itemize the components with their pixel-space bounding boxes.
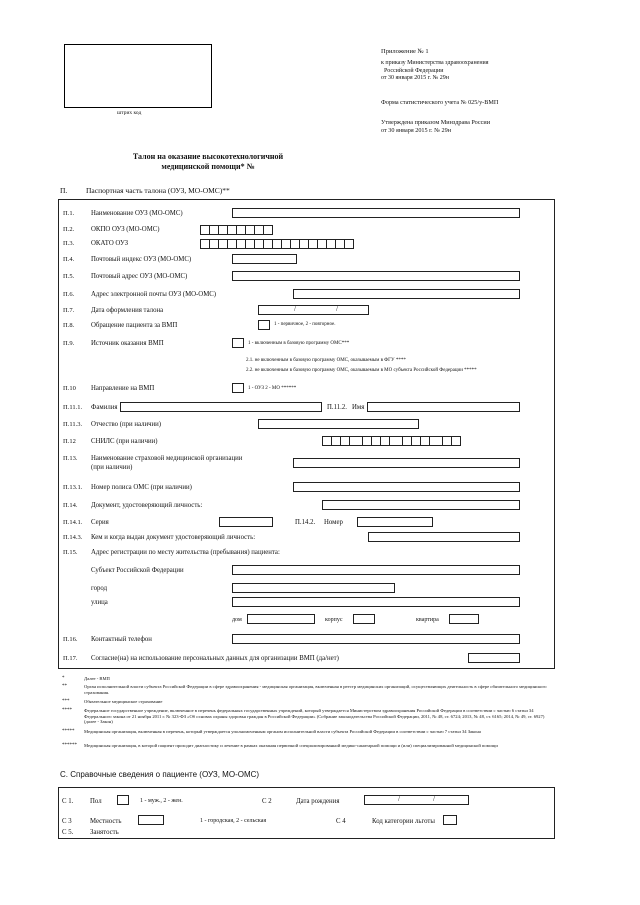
annex-order: к приказу Министерства здравоохранения Российской Федерации от 30 января 2015 г. № 29н <box>381 60 489 81</box>
source-option-1: 1 - включенным в базовую программу ОМС*** <box>248 341 350 346</box>
row-num: П.17. <box>63 655 78 662</box>
row-num: П.3. <box>63 240 75 247</box>
barcode-label: штрих код <box>117 110 142 116</box>
footnote-mark: * <box>62 676 65 681</box>
id-document-field[interactable] <box>322 500 520 510</box>
row-label: Дата рождения <box>296 798 340 805</box>
series-field[interactable] <box>219 517 273 527</box>
locality-box[interactable] <box>138 815 164 825</box>
row-label: Направление на ВМП <box>91 385 155 392</box>
okato-cells[interactable] <box>200 239 353 249</box>
row-num: П.11.2. <box>327 404 347 411</box>
footnote-mark: **** <box>62 708 72 713</box>
section-p-heading: Паспортная часть талона (ОУЗ, МО-ОМС)** <box>86 186 230 195</box>
snils-cells[interactable] <box>322 436 460 446</box>
email-field[interactable] <box>293 289 520 299</box>
row-label-note: (при наличии) <box>91 464 133 471</box>
page-title: Талон на оказание высокотехнологичной медицинской помощи* № <box>132 152 284 171</box>
footnote-mark: ** <box>62 684 67 689</box>
row-num: П.10 <box>63 385 76 392</box>
row-num: П.2. <box>63 226 75 233</box>
row-label: Занятость <box>90 829 119 836</box>
street-label: улица <box>91 599 108 606</box>
row-label: Обращение пациента за ВМП <box>91 322 178 329</box>
date-separator: / <box>433 795 435 803</box>
apartment-field[interactable] <box>449 614 479 624</box>
row-label: ОКПО ОУЗ (МО-ОМС) <box>91 226 160 233</box>
ouz-name-field[interactable] <box>232 208 520 218</box>
source-option-2-2: 2.2. не включенным в базовую программу ОМС, оказываемым в МО субъекта Российской Федерации ***** <box>246 368 477 373</box>
row-label: Пол <box>90 798 102 805</box>
row-label: Отчество (при наличии) <box>91 421 162 428</box>
source-option-2-1: 2.1. не включенным в базовую программу ОМС, оказываемым в ФГУ **** <box>246 358 406 363</box>
row-label: Дата оформления талона <box>91 307 164 314</box>
city-label: город <box>91 585 108 592</box>
row-label: Местность <box>90 818 122 825</box>
patronymic-field[interactable] <box>258 419 419 429</box>
row-label: Код категории льготы <box>372 818 435 825</box>
building-label: корпус <box>325 617 343 623</box>
row-label: Кем и когда выдан документ удостоверяющий личность: <box>91 534 256 541</box>
row-label: Адрес регистрации по месту жительства (пребывания) пациента: <box>91 549 280 556</box>
insurer-field[interactable] <box>293 458 520 468</box>
row-num: П.15. <box>63 549 78 556</box>
footnote: Далее - ВМП <box>84 676 110 681</box>
row-label: Фамилия <box>91 404 118 411</box>
footnote: Обязательное медицинское страхование <box>84 699 163 704</box>
footnote: Орган исполнительной власти субъекта Российской Федерации в сфере здравоохранения - медицинская организация, включенная в реестр медицинских организаций, осуществляющих деятельность в сфере обязательного медицинского страхования. <box>84 684 547 695</box>
doc-number-field[interactable] <box>357 517 433 527</box>
row-num: П.4. <box>63 256 75 263</box>
row-num: П.11.3. <box>63 421 83 428</box>
row-num: П.14.3. <box>63 534 83 541</box>
row-label: Адрес электронной почты ОУЗ (МО-ОМС) <box>91 291 217 298</box>
row-num: П.14.2. <box>295 519 316 526</box>
row-num: П.6. <box>63 291 75 298</box>
row-label: Номер <box>324 519 343 526</box>
okpo-cells[interactable] <box>200 225 272 235</box>
row-num: П.13.1. <box>63 484 83 491</box>
issue-date-field[interactable] <box>258 305 369 315</box>
barcode-area <box>64 44 212 108</box>
row-label: СНИЛС (при наличии) <box>91 438 158 445</box>
referral-box[interactable] <box>232 383 244 393</box>
footnote-mark: ***** <box>62 729 75 734</box>
date-separator: / <box>336 305 338 313</box>
row-num: С 1. <box>62 798 74 805</box>
row-label: Документ, удостоверяющий личность: <box>91 502 203 509</box>
subject-label: Субъект Российской Федерации <box>91 567 184 574</box>
row-label: ОКАТО ОУЗ <box>91 240 129 247</box>
footnote: Медицинская организация, включенная в перечень, который утверждается уполномоченным органом исполнительной власти субъекта Российской Федерации в соответствии с частью 7 статьи 34 Закона <box>84 729 481 734</box>
postal-index-field[interactable] <box>232 254 297 264</box>
row-num: П.1. <box>63 210 75 217</box>
row-label: Согласие(на) на использование персональных данных для организации ВМП (да/нет) <box>91 655 339 662</box>
gender-box[interactable] <box>117 795 129 805</box>
street-field[interactable] <box>232 597 520 607</box>
row-num: П.14.1. <box>63 519 83 526</box>
postal-address-field[interactable] <box>232 271 520 281</box>
appeal-type-box[interactable] <box>258 320 270 330</box>
referral-hint: 1 - ОУЗ 2 - МО ****** <box>248 386 297 391</box>
name-field[interactable] <box>367 402 520 412</box>
row-num: С 2 <box>262 798 272 805</box>
row-num: П.14. <box>63 502 78 509</box>
row-label: Серия <box>91 519 109 526</box>
date-separator: / <box>398 795 400 803</box>
row-num: П.8. <box>63 322 75 329</box>
section-c-heading: С. Справочные сведения о пациенте (ОУЗ, МО-ОМС) <box>60 770 260 779</box>
subject-field[interactable] <box>232 565 520 575</box>
gender-hint: 1 - муж., 2 - жен. <box>140 798 183 804</box>
date-separator: / <box>294 305 296 313</box>
issued-by-field[interactable] <box>368 532 520 542</box>
phone-field[interactable] <box>232 634 520 644</box>
annex-title: Приложение № 1 <box>381 48 429 55</box>
approved-by: Утверждена приказом Минздрава России от 30 января 2015 г. № 29н <box>381 119 491 134</box>
row-num: П.5. <box>63 273 75 280</box>
surname-field[interactable] <box>120 402 322 412</box>
row-num: П.16. <box>63 636 78 643</box>
apartment-label: квартира <box>416 617 439 623</box>
row-num: П.13. <box>63 455 78 462</box>
row-label: Контактный телефон <box>91 636 152 643</box>
row-label: Наименование страховой медицинской организации <box>91 455 243 462</box>
footnote-mark: *** <box>62 699 70 704</box>
locality-hint: 1 - городская, 2 - сельская <box>200 818 267 824</box>
house-field[interactable] <box>247 614 315 624</box>
row-label: Номер полиса ОМС (при наличии) <box>91 484 192 491</box>
consent-field[interactable] <box>468 653 520 663</box>
row-num: П.9. <box>63 340 75 347</box>
birth-date-field[interactable] <box>364 795 469 805</box>
policy-number-field[interactable] <box>293 482 520 492</box>
row-label: Имя <box>352 404 365 411</box>
footnote-mark: ****** <box>62 743 77 748</box>
row-num: С 5. <box>62 829 74 836</box>
form-number: Форма статистического учета № 025/у-ВМП <box>381 99 499 106</box>
row-num: П.11.1. <box>63 404 83 411</box>
row-num: П.12 <box>63 438 76 445</box>
footnote: Медицинская организация, в которой пациент проходит диагностику и лечение в рамках оказания первичной специализированной медико-санитарной помощи и (или) специализированной медицинской помощи <box>84 743 498 748</box>
row-label: Почтовый адрес ОУЗ (МО-ОМС) <box>91 273 188 280</box>
building-field[interactable] <box>353 614 375 624</box>
row-num: С 4 <box>336 818 346 825</box>
section-c-frame <box>58 787 555 839</box>
row-num: П.7. <box>63 307 75 314</box>
row-label: Источник оказания ВМП <box>91 340 164 347</box>
house-label: дом <box>232 617 242 623</box>
appeal-hint: 1 - первичное, 2 - повторное. <box>274 322 336 327</box>
section-p-num: П. <box>60 186 68 195</box>
footnote: Федеральное государственное учреждение, включенное в перечень федеральных государственных учреждений, который утверждается Министерством здравоохранения Российской Федерации в соответствии с частью 6 статьи 34 Федерального закона от 21 ноября 2011 г. № 323-ФЗ «Об основах охраны здоровья граждан в Российской Федерации» (Собрание законодательства Российской Федерации, 2011, № 48, ст. 6724; 2013, № 48, ст. 6165; 2014, № 49, ст. 6927) (далее - Закон) <box>84 708 545 725</box>
vmp-source-box[interactable] <box>232 338 244 348</box>
row-label: Почтовый индекс ОУЗ (МО-ОМС) <box>91 256 192 263</box>
city-field[interactable] <box>232 583 395 593</box>
row-label: Наименование ОУЗ (МО-ОМС) <box>91 210 183 217</box>
row-num: С 3 <box>62 818 72 825</box>
benefit-code-box[interactable] <box>443 815 457 825</box>
